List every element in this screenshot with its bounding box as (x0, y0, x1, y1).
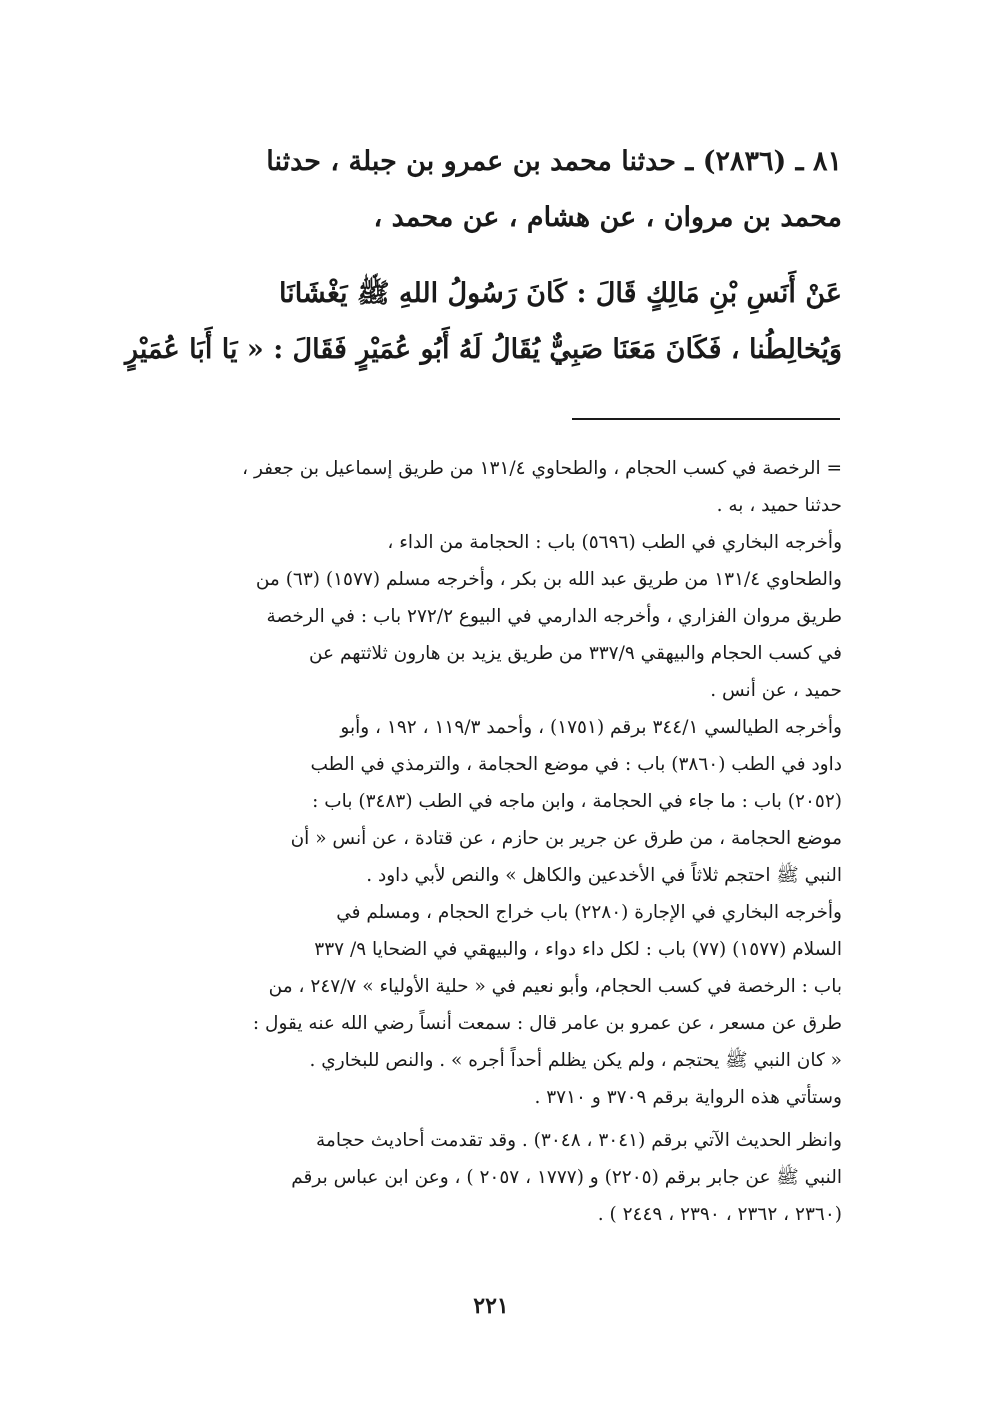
header-line: ٨١ ـ (٢٨٣٦) ـ حدثنا محمد بن عمرو بن جبلة ، حدثنا (266, 146, 842, 177)
footnote-paragraph (152, 1122, 842, 1233)
footnote-paragraph (152, 450, 842, 524)
footnote-line: وستأتي هذه الرواية برقم ٣٧٠٩ و ٣٧١٠ . (534, 1087, 842, 1108)
footnote-line: وانظر الحديث الآتي برقم (٣٠٤١ ، ٣٠٤٨) . وقد تقدمت أحاديث حجامة (316, 1130, 842, 1151)
footnote-line: (٢٠٥٢) باب : ما جاء في الحجامة ، وابن ماجه في الطب (٣٤٨٣) باب : (312, 791, 842, 812)
footnote-line: « كان النبي ﷺ يحتجم ، ولم يكن يظلم أحداً أجره » . والنص للبخاري . (309, 1050, 842, 1071)
footnote-line: حميد ، عن أنس . (710, 680, 842, 701)
footnote-line: النبي ﷺ عن جابر برقم (٢٢٠٥) و (١٧٧٧ ، ٢٠٥٧ ) ، وعن ابن عباس برقم (291, 1167, 842, 1188)
footnote-line: والطحاوي ١٣١/٤ من طريق عبد الله بن بكر ، وأخرجه مسلم (١٥٧٧) (٦٣) من (255, 569, 842, 590)
footnote-paragraph (152, 709, 842, 894)
matn-line: عَنْ أَنَسِ بْنِ مَالِكٍ قَالَ : كَانَ رَسُولُ اللهِ ﷺ يَغْشَانَا (278, 278, 842, 309)
footnotes (152, 450, 842, 1233)
page-number: ٢٢١ (473, 1293, 509, 1319)
footnote-line: داود في الطب (٣٨٦٠) باب : في موضع الحجامة ، والترمذي في الطب (310, 754, 842, 775)
footnote-line: (٢٣٦٠ ، ٢٣٦٢ ، ٢٣٩٠ ، ٢٤٤٩ ) . (597, 1204, 842, 1225)
footnote-paragraph (152, 894, 842, 1116)
footnote-paragraph (152, 524, 842, 709)
footnote-separator (572, 418, 840, 420)
footnote-line: وأخرجه الطيالسي ٣٤٤/١ برقم (١٧٥١) ، وأحمد ١١٩/٣ ، ١٩٢ ، وأبو (340, 717, 842, 738)
header-line: محمد بن مروان ، عن هشام ، عن محمد ، (373, 202, 842, 233)
footnote-line: في كسب الحجام والبيهقي ٣٣٧/٩ من طريق يزيد بن هارون ثلاثتهم عن (308, 643, 842, 664)
footnote-line: = الرخصة في كسب الحجام ، والطحاوي ١٣١/٤ من طريق إسماعيل بن جعفر ، (242, 458, 842, 479)
footnote-line: طرق عن مسعر ، عن عمرو بن عامر قال : سمعت أنساً رضي الله عنه يقول : (252, 1013, 842, 1034)
footnote-line: موضع الحجامة ، من طرق عن جرير بن حازم ، عن قتادة ، عن أنس « أن (290, 828, 842, 849)
footnote-line: النبي ﷺ احتجم ثلاثاً في الأخدعين والكاهل » والنص لأبي داود . (366, 865, 842, 886)
footnote-line: طريق مروان الفزاري ، وأخرجه الدارمي في البيوع ٢٧٢/٢ باب : في الرخصة (266, 606, 842, 627)
matn-line: وَيُخالِطُنا ، فَكَانَ مَعَنَا صَبِيٌّ يُقَالُ لَهُ أَبُو عُمَيْرٍ فَقَالَ : « يَا أَبَا عُمَيْرٍ (124, 334, 842, 365)
footnote-line: وأخرجه البخاري في الإجارة (٢٢٨٠) باب خراج الحجام ، ومسلم في (336, 902, 842, 923)
hadith-header (150, 134, 842, 246)
footnote-line: وأخرجه البخاري في الطب (٥٦٩٦) باب : الحجامة من الداء ، (387, 532, 842, 553)
footnote-line: باب : الرخصة في كسب الحجام، وأبو نعيم في « حلية الأولياء » ٢٤٧/٧ ، من (268, 976, 842, 997)
footnote-line: السلام (١٥٧٧) (٧٧) باب : لكل داء دواء ، والبيهقي في الضحايا ٩/ ٣٣٧ (314, 939, 842, 960)
hadith-matn (124, 266, 842, 378)
footnote-line: حدثنا حميد ، به . (716, 495, 842, 516)
